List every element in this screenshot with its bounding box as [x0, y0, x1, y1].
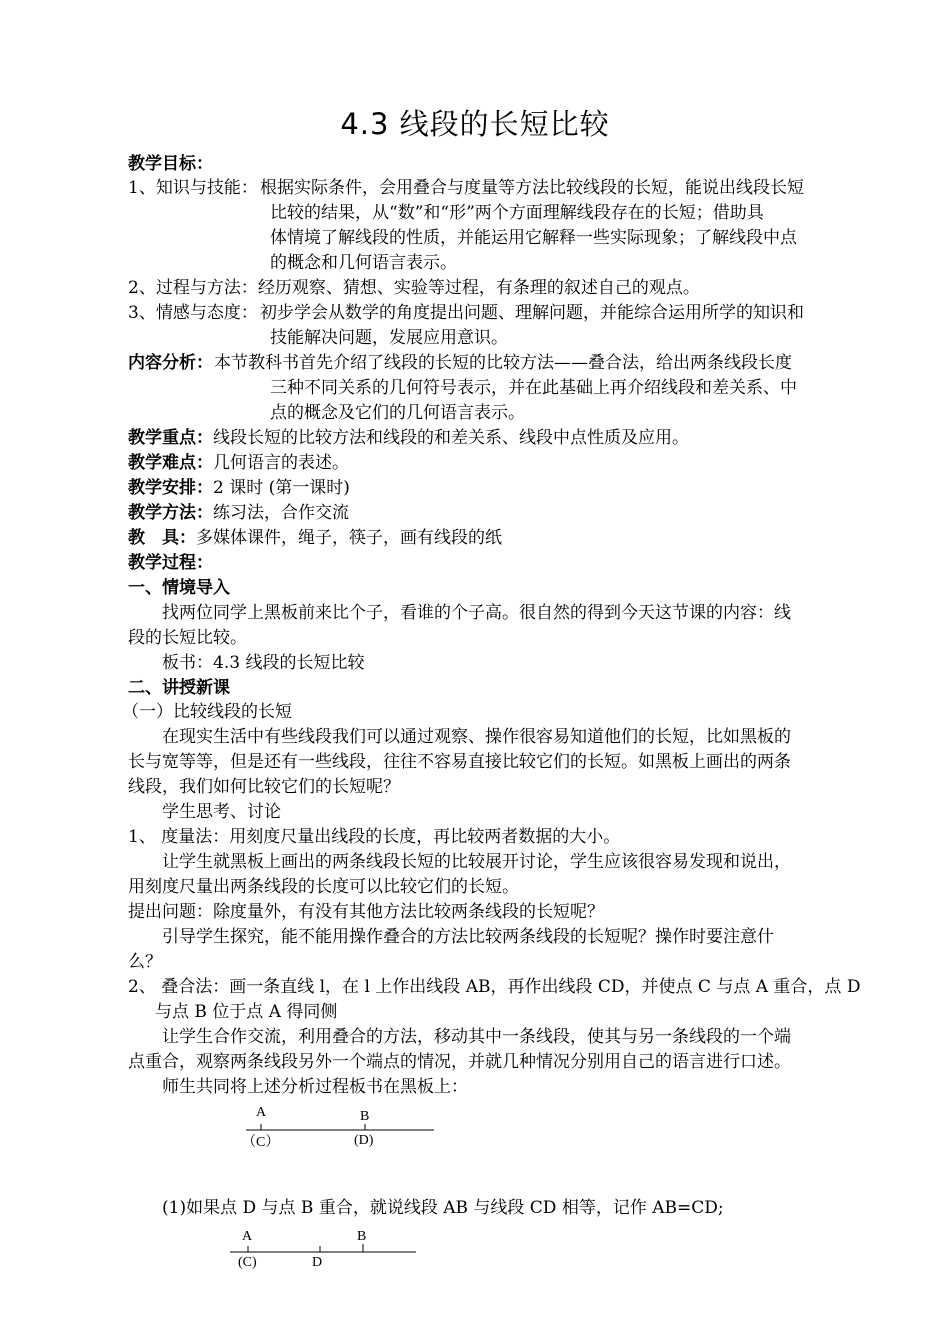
process-heading: 教学过程：: [128, 553, 213, 573]
goal-3-line-2: 技能解决问题，发展应用意识。: [270, 328, 508, 348]
para-1-line-2: 长与宽等等，但是还有一些线段，往往不容易直接比较它们的长短。如黑板上画出的两条: [128, 752, 791, 772]
goals-heading: 教学目标：: [128, 154, 213, 174]
para-1-line-3: 线段，我们如何比较它们的长短呢？: [128, 777, 400, 797]
para-4-line-2: 点重合，观察两条线段另外一个端点的情况，并就几种情况分别用自己的语言进行口述。: [128, 1052, 791, 1072]
case-1: (1)如果点 D 与点 B 重合，就说线段 AB 与线段 CD 相等，记作 AB=CD;: [162, 1198, 724, 1218]
goal-1-line-2: 比较的结果，从“数”和“形”两个方面理解线段存在的长短；借助具: [270, 203, 764, 223]
students-think: 学生思考、讨论: [162, 802, 281, 822]
segment-diagram-2: [220, 1222, 430, 1272]
key-points: [128, 426, 689, 451]
label-a: A: [256, 1105, 267, 1120]
goal-1-line-3: 体情境了解线段的性质，并能运用它解释一些实际现象；了解线段中点: [270, 228, 797, 248]
analysis-line-1: 本节教科书首先介绍了线段的长短的比较方法——叠合法，给出两条线段长度: [214, 353, 792, 373]
analysis-label: 内容分析：: [128, 353, 213, 373]
schedule: [128, 476, 350, 501]
label-c: （C）: [242, 1135, 280, 1150]
para-2-line-2: 用刻度尺量出两条线段的长度可以比较它们的长短。: [128, 877, 519, 897]
para-1-line-1: 在现实生活中有些线段我们可以通过观察、操作很容易知道他们的长短，比如黑板的: [162, 727, 791, 747]
method-2-line-1: 2、 叠合法：画一条直线 l，在 l 上作出线段 AB，再作出线段 CD，并使点 C 与点 A 重合，点 D: [128, 977, 861, 997]
para-4-line-1: 让学生合作交流，利用叠合的方法，移动其中一条线段，使其与另一条线段的一个端: [162, 1027, 791, 1047]
segment-diagram-1: [230, 1100, 450, 1160]
label-b: B: [357, 1229, 367, 1244]
schedule-label: 教学安排：: [128, 478, 213, 498]
section-1-para-line-1: 找两位同学上黑板前来比个子，看谁的个子高。很自然的得到今天这节课的内容：线: [162, 603, 791, 623]
goal-1-line-4: 的概念和几何语言表示。: [270, 253, 457, 273]
teaching-tools: [128, 526, 502, 551]
goal-3-line-1: 初步学会从数学的角度提出问题、理解问题，并能综合运用所学的知识和: [260, 303, 804, 323]
teaching-method-label: 教学方法：: [128, 503, 213, 523]
page-title: 4.3 线段的长短比较: [340, 107, 610, 141]
difficulties-text: 几何语言的表述。: [213, 453, 349, 473]
teaching-method: [128, 501, 349, 526]
para-2-line-1: 让学生就黑板上画出的两条线段长短的比较展开讨论，学生应该很容易发现和说出，: [162, 852, 791, 872]
method-2-line-2: 与点 B 位于点 A 得同侧: [155, 1002, 338, 1022]
para-3-line-1: 引导学生探究，能不能用操作叠合的方法比较两条线段的长短呢？操作时要注意什: [162, 927, 774, 947]
analysis-line-3: 点的概念及它们的几何语言表示。: [270, 403, 525, 423]
goal-1-line-1: 根据实际条件，会用叠合与度量等方法比较线段的长短，能说出线段长短: [260, 178, 804, 198]
difficulties-label: 教学难点：: [128, 453, 213, 473]
goal-1-label: 1、知识与技能：: [128, 178, 258, 198]
label-a: A: [242, 1229, 253, 1244]
subsection-1-heading: （一）比较线段的长短: [122, 702, 292, 722]
section-2-heading: 二、讲授新课: [128, 678, 230, 698]
label-d: (D): [354, 1133, 374, 1148]
teaching-tools-label: 教 具：: [128, 528, 196, 548]
question: 提出问题：除度量外，有没有其他方法比较两条线段的长短呢？: [128, 902, 604, 922]
key-points-label: 教学重点：: [128, 428, 213, 448]
label-b: B: [360, 1109, 370, 1124]
section-1-para-line-2: 段的长短比较。: [128, 628, 247, 648]
para-3-line-2: 么？: [128, 952, 162, 972]
schedule-text: 2 课时 (第一课时): [213, 478, 350, 498]
label-d: D: [312, 1255, 323, 1270]
analysis-line-2: 三种不同关系的几何符号表示，并在此基础上再介绍线段和差关系、中: [270, 378, 797, 398]
method-1: 1、 度量法：用刻度尺量出线段的长度，再比较两者数据的大小。: [128, 827, 621, 847]
key-points-text: 线段长短的比较方法和线段的和差关系、线段中点性质及应用。: [213, 428, 689, 448]
difficulties: [128, 451, 349, 476]
goal-3-label: 3、情感与态度：: [128, 303, 258, 323]
section-1-board: 板书：4.3 线段的长短比较: [162, 653, 365, 673]
label-c: (C): [238, 1255, 257, 1270]
goal-2: 2、过程与方法：经历观察、猜想、实验等过程，有条理的叙述自己的观点。: [128, 278, 700, 298]
teaching-tools-text: 多媒体课件，绳子，筷子，画有线段的纸: [196, 528, 502, 548]
teaching-method-text: 练习法，合作交流: [213, 503, 349, 523]
board-intro: 师生共同将上述分析过程板书在黑板上：: [162, 1077, 468, 1097]
section-1-heading: 一、情境导入: [128, 578, 230, 598]
